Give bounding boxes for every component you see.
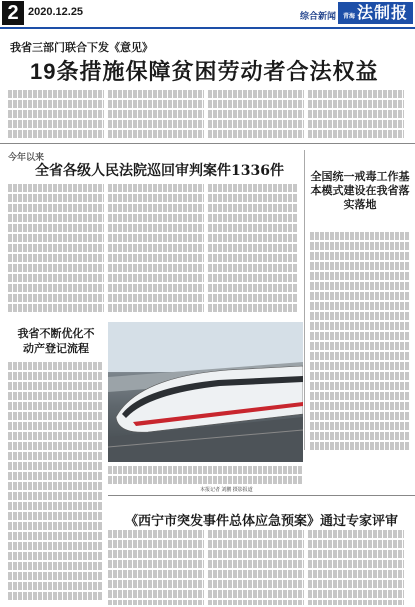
section-name: 综合新闻 — [300, 11, 337, 21]
bottom-column — [208, 530, 304, 605]
side-article-body — [310, 232, 410, 452]
bottom-column — [108, 530, 204, 605]
lead-article-body — [8, 90, 408, 140]
middle-tag: 今年以来 — [8, 152, 45, 162]
middle-column — [208, 184, 298, 314]
masthead-rule — [0, 27, 415, 29]
left-story-body — [8, 362, 102, 602]
section-divider — [0, 143, 415, 144]
page-number: 2 — [2, 1, 24, 25]
lead-headline: 19条措施保障贫困劳动者合法权益 — [30, 59, 379, 84]
lead-kicker: 我省三部门联合下发《意见》 — [10, 42, 153, 54]
middle-column — [108, 184, 204, 314]
lead-column — [108, 90, 204, 140]
side-headline: 全国统一戒毒工作基本模式建设在我省落实落地 — [310, 170, 410, 211]
bottom-divider — [108, 495, 415, 496]
logo-small-text: 青海 — [342, 13, 355, 20]
lead-column — [208, 90, 304, 140]
photo-caption — [108, 466, 303, 484]
middle-column — [8, 184, 104, 314]
train-photo — [108, 322, 303, 462]
newspaper-logo — [338, 2, 413, 24]
photo-credit: 本报记者 刘鹏 摄影报道 — [200, 487, 253, 493]
middle-article-body — [8, 184, 298, 314]
train-illustration — [108, 322, 303, 462]
lead-column — [8, 90, 104, 140]
left-story-headline: 我省不断优化不动产登记流程 — [17, 327, 95, 355]
logo-text: 法制报 — [357, 3, 409, 22]
issue-date: 2020.12.25 — [28, 6, 84, 18]
bottom-article-body — [108, 530, 408, 605]
bottom-column — [308, 530, 404, 605]
bottom-headline: 《西宁市突发事件总体应急预案》通过专家评审 — [125, 514, 399, 529]
column-divider — [304, 150, 305, 450]
lead-column — [308, 90, 404, 140]
middle-headline: 全省各级人民法院巡回审判案件1336件 — [35, 163, 284, 179]
